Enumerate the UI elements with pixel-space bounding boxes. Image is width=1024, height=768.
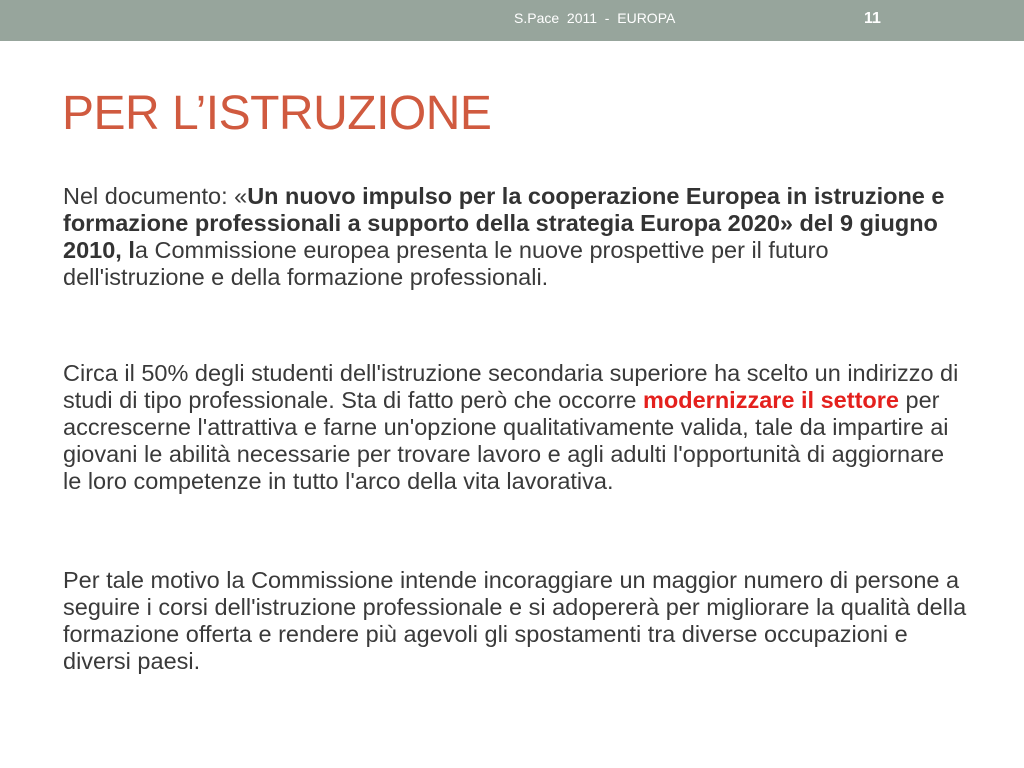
paragraph-before-text: Circa il 50% degli studenti dell'istruzione secondaria superiore ha scelto un indirizzo di studi di tipo professionale. Sta di fatto però che occorre: [63, 360, 959, 413]
paragraph-students: [63, 360, 968, 495]
slide-title: PER L’ISTRUZIONE: [62, 87, 492, 140]
paragraph-document-intro: [63, 183, 968, 291]
footer-text: S.Pace 2011 - EUROPA: [514, 10, 676, 26]
paragraph-after-text: per accrescerne l'attrattiva e farne un'opzione qualitativamente valida, tale da impartire ai giovani le abilità necessarie per trovare lavoro e agli adulti l'opportunità di aggiornare le loro competenze in tutto l'arco della vita lavorativa.: [63, 387, 949, 494]
paragraph-commission: Per tale motivo la Commissione intende incoraggiare un maggior numero di persone a seguire i corsi dell'istruzione professionale e si adopererà per migliorare la qualità della formazione offerta e rendere più agevoli gli spostamenti tra diverse occupazioni e diversi paesi.: [63, 567, 967, 674]
slide-number: 11: [864, 10, 881, 27]
paragraph-intro-text: Nel documento: «: [63, 183, 248, 209]
document-title-bold: Un nuovo impulso per la cooperazione Europea in istruzione e formazione professionali a supporto della strategia Europa 2020» del 9 giugno 2010, l: [63, 183, 945, 263]
highlight-text: modernizzare il settore: [643, 387, 899, 413]
paragraph-rest-text: a Commissione europea presenta le nuove prospettive per il futuro dell'istruzione e della formazione professionali.: [63, 237, 829, 290]
header-bar: [0, 0, 1024, 41]
